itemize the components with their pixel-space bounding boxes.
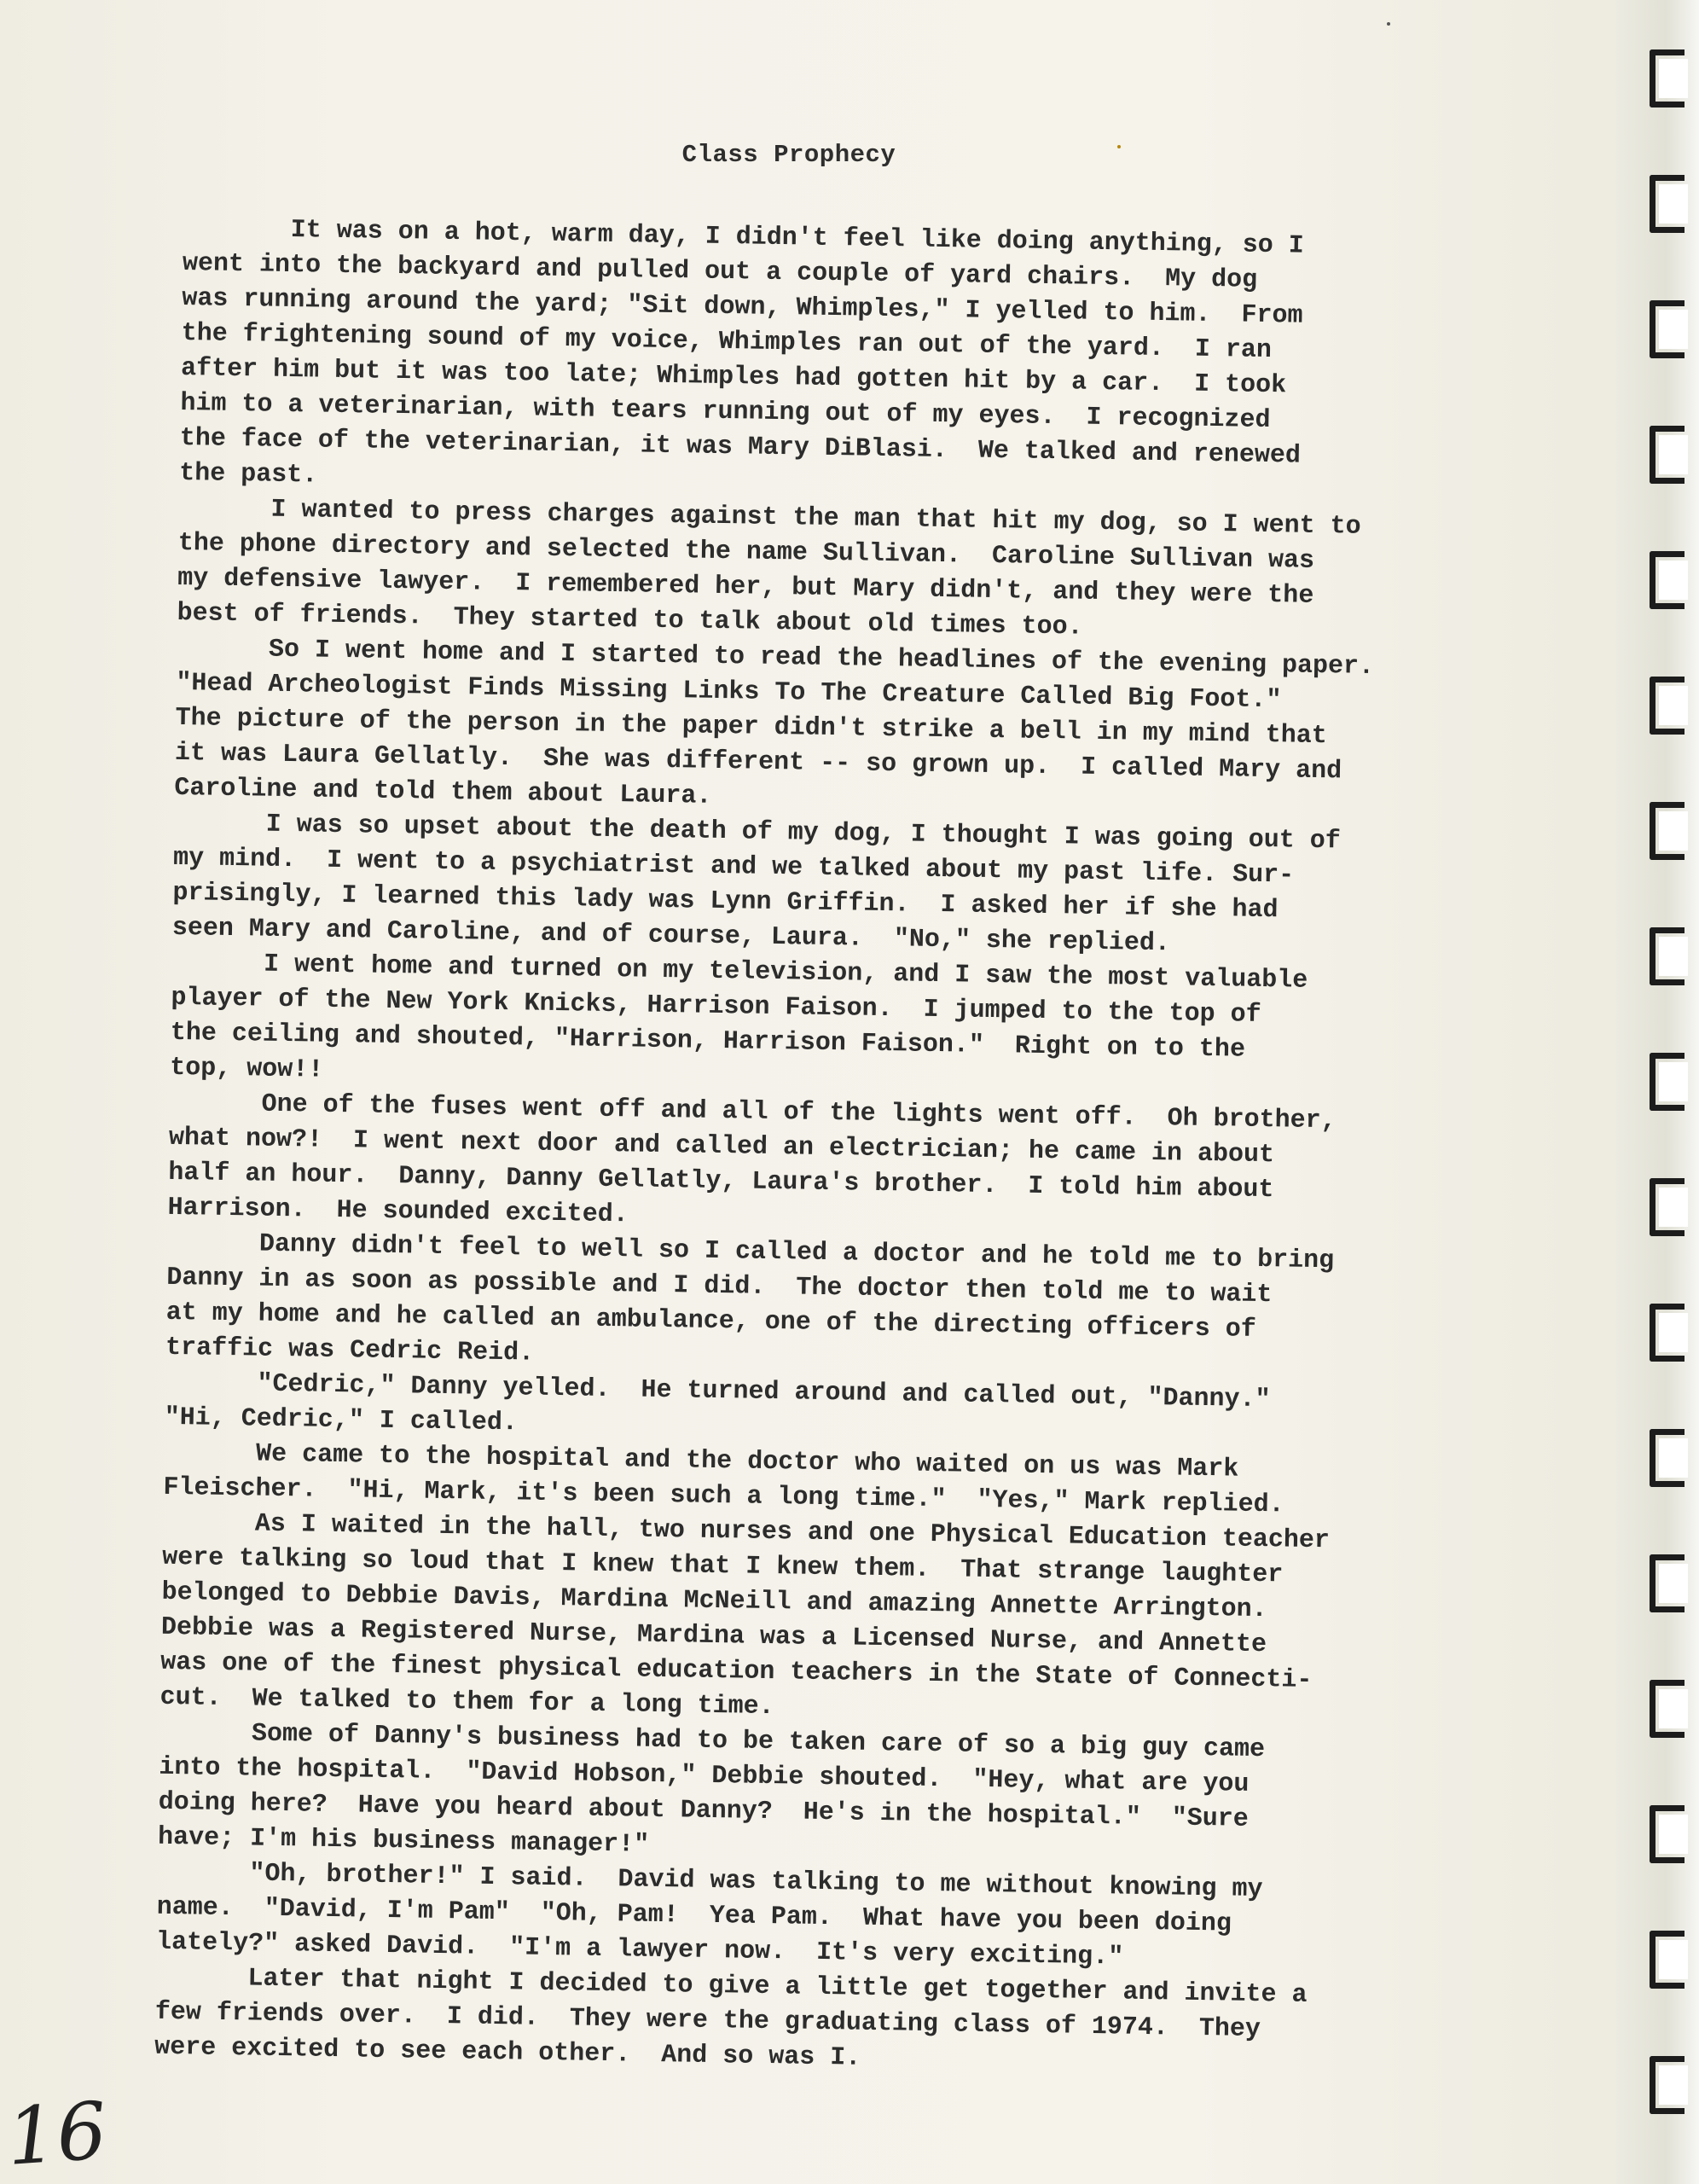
story-body <box>154 212 1493 2086</box>
binding-ring <box>1650 2056 1685 2114</box>
paragraph: So I went home and I started to read the headlines of the evening paper. "Head Archeologist Finds Missing Links To The Creature Called Big Foot." The picture of the person in the paper didn't strike a bell in my mind that it was Laura Gellatly. She was different -- so grown up. I called Mary and Caroline and told them about Laura. <box>174 633 1375 811</box>
binding-ring <box>1650 551 1685 609</box>
paragraph: I was so upset about the death of my dog, I thought I was going out of my mind. I went to a psychiatrist and we talked about my past life. Sur- prisingly, I learned this lady was Lynn Griffin. I asked her if she had seen Mary and Caroline, and of course, Laura. "No," she replied. <box>171 808 1342 959</box>
paragraph: We came to the hospital and the doctor who waited on us was Mark Fleischer. "Hi, Mark, it's been such a long time." "Yes," Mark replied. <box>163 1438 1284 1520</box>
spiral-binding <box>1644 0 1699 2184</box>
paragraph: "Oh, brother!" I said. David was talking to me without knowing my name. "David, I'm Pam" "Oh, Pam! Yea Pam. What have you been doing lately?" asked David. "I'm a lawyer now. It's very exciting." <box>155 1857 1263 1972</box>
binding-ring <box>1650 426 1685 484</box>
binding-ring <box>1650 1554 1685 1612</box>
binding-ring <box>1650 49 1685 107</box>
binding-ring <box>1650 1429 1685 1487</box>
paragraph: As I waited in the hall, two nurses and one Physical Education teacher were talking so loud that I knew that I knew them. That strange laughter belonged to Debbie Davis, Mardina McNeill and amazing Annette Arrington. Debbie was a Registered Nurse, Mardina was a Licensed Nurse, and Annette was one of the finest physical education teachers in the State of Connecti- cut. We talked to them for a long time. <box>159 1507 1331 1722</box>
binding-ring <box>1650 1931 1685 1989</box>
binding-ring <box>1650 1805 1685 1863</box>
paragraph: It was on a hot, warm day, I didn't feel like doing anything, so I went into the backyard and pulled out a couple of yard chairs. My dog was running around the yard; "Sit down, Whimples," I yelled to him. From the frightening sound of my voice, Whimples ran out of the yard. I ran after him but it was too late; Whimples had gotten hit by a car. I took him to a veterinarian, with tears running out of my eyes. I recognized the face of the veterinarian, it was Mary DiBlasi. We talked and renewed the past. <box>178 213 1305 491</box>
binding-ring <box>1650 1680 1685 1738</box>
page-number: 16 <box>3 2085 110 2183</box>
paragraph: Later that night I decided to give a little get together and invite a few friends over. I did. They were the graduating class of 1974. They were excited to see each other. And so was I. <box>154 1962 1308 2073</box>
binding-ring <box>1650 1304 1685 1362</box>
paragraph: Some of Danny's business had to be taken care of so a big guy came into the hospital. "David Hobson," Debbie shouted. "Hey, what are you doing here? Have you heard about Danny? He's in the hospital." "Sure have; I'm his business manager!" <box>157 1717 1266 1860</box>
binding-ring <box>1650 802 1685 860</box>
paragraph: I went home and turned on my television, and I saw the most valuable player of the New York Knicks, Harrison Faison. I jumped to the top of the ceiling and shouted, "Harrison, Harrison Faison." Right on to the top, wow!! <box>169 948 1308 1085</box>
binding-ring <box>1650 677 1685 735</box>
paragraph: "Cedric," Danny yelled. He turned around and called out, "Danny." "Hi, Cedric," I called. <box>164 1368 1271 1438</box>
paragraph: One of the fuses went off and all of the lights went off. Oh brother, what now?! I went next door and called an electrician; he came in about half an hour. Danny, Danny Gellatly, Laura's brother. I told him about Harrison. He sounded excited. <box>167 1088 1337 1230</box>
binding-ring <box>1650 927 1685 985</box>
paper-speck <box>1387 22 1390 26</box>
paragraph: Danny didn't feel to well so I called a doctor and he told me to bring Danny in as soon as possible and I did. The doctor then told me to wait at my home and he called an ambulance, one of the directing officers of traffic was Cedric Reid. <box>165 1228 1335 1368</box>
paragraph: I wanted to press charges against the man that hit my dog, so I went to the phone directory and selected the name Sullivan. Caroline Sullivan was my defensive lawyer. I remembered her, but Mary didn't, and they were the best of friends. They started to talk about old times too. <box>177 493 1361 642</box>
binding-ring <box>1650 300 1685 358</box>
binding-ring <box>1650 175 1685 233</box>
paper-speck <box>1117 145 1121 148</box>
page-title: Class Prophecy <box>681 141 896 169</box>
binding-ring <box>1650 1053 1685 1111</box>
binding-ring <box>1650 1178 1685 1236</box>
